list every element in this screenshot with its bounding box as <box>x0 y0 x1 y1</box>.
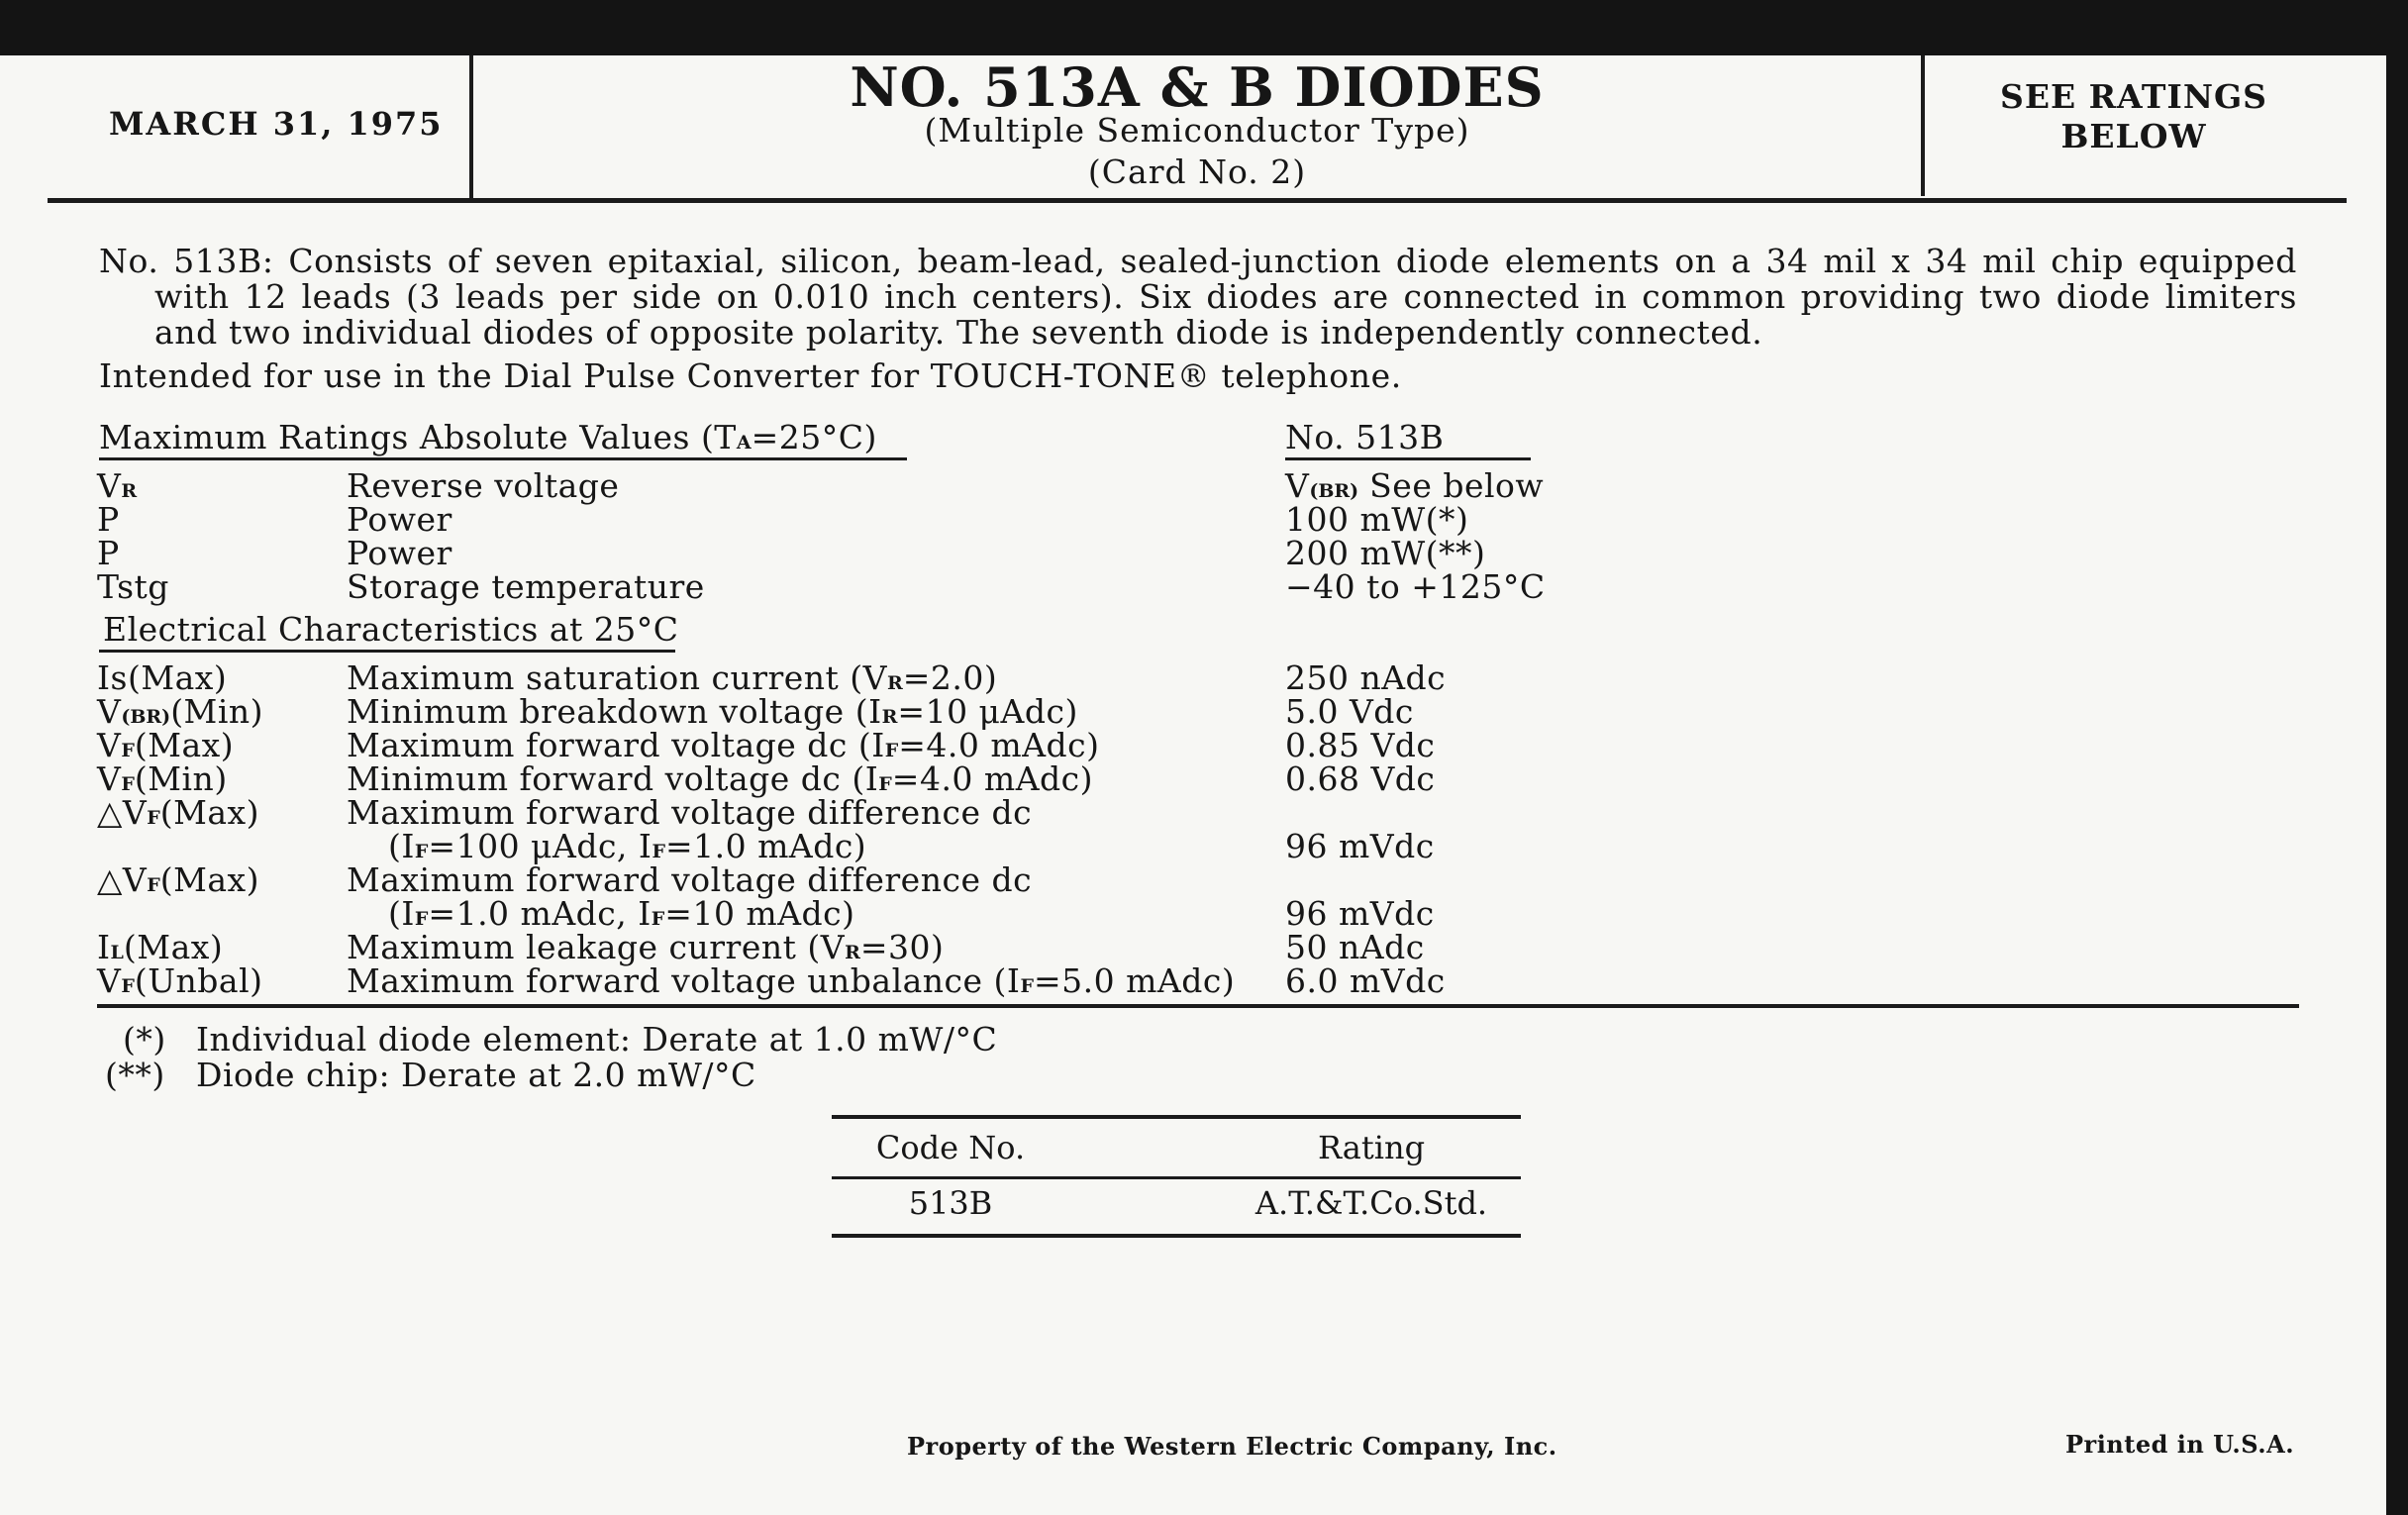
description-text: No. 513B: Consists of seven epitaxial, silicon, beam-lead, sealed-junction diode elements on a 34 mil x 34 mil chip equipped with 12 leads (3 leads per side on 0.010 inch centers). Six diodes are connected in common providing two diode limiters and two individual diodes of opposite polarity. The seventh diode is independently connected. <box>99 242 2297 352</box>
page-subtitle: (Multiple Semiconductor Type) <box>924 111 1470 150</box>
rating-symbol: Tstg <box>97 567 169 606</box>
electrical-value: 50 nAdc <box>1285 928 1425 966</box>
header-divider-right <box>1921 55 1925 196</box>
intended-use-text: Intended for use in the Dial Pulse Converter for TOUCH-TONE® telephone. <box>99 356 1402 395</box>
rating-value: 100 mW(*) <box>1285 500 1469 539</box>
rating-description: Power <box>347 500 452 539</box>
electrical-underline <box>99 650 675 653</box>
footnote-mark: (**) <box>105 1056 165 1094</box>
ratings-rule <box>97 1004 2299 1008</box>
code-table-top-rule <box>832 1115 1521 1119</box>
rating-symbol: P <box>97 534 120 572</box>
max-ratings-underline <box>99 457 907 460</box>
electrical-symbol: V(BR)(Min) <box>97 692 264 731</box>
electrical-value: 0.85 Vdc <box>1285 726 1436 764</box>
max-ratings-heading-text: Maximum Ratings Absolute Values (T <box>99 418 737 456</box>
max-ratings-heading-post: =25°C) <box>751 418 877 456</box>
electrical-value: 6.0 mVdc <box>1285 961 1446 1000</box>
electrical-description: Maximum forward voltage difference dc <box>347 860 1033 899</box>
electrical-heading: Electrical Characteristics at 25°C <box>103 610 679 649</box>
code-table-header-rating: Rating <box>1317 1129 1426 1166</box>
page-title: NO. 513A & B DIODES <box>850 55 1545 119</box>
electrical-symbol: IL(Max) <box>97 928 224 966</box>
max-ratings-heading-sub: A <box>736 432 752 454</box>
electrical-description: Maximum saturation current (VR=2.0) <box>347 658 998 697</box>
electrical-value: 250 nAdc <box>1285 658 1447 697</box>
electrical-description: Minimum breakdown voltage (IR=10 μAdc) <box>347 692 1078 731</box>
rating-symbol: P <box>97 500 120 539</box>
code-table-cell-code: 513B <box>908 1184 993 1222</box>
code-table-bottom-rule <box>832 1234 1521 1238</box>
footer-property: Property of the Western Electric Company, Inc. <box>907 1432 1557 1461</box>
card-number: (Card No. 2) <box>1087 152 1307 191</box>
footer-printed: Printed in U.S.A. <box>2065 1430 2295 1459</box>
code-table-cell-rating: A.T.&T.Co.Std. <box>1254 1184 1488 1222</box>
electrical-description: Maximum leakage current (VR=30) <box>347 928 945 966</box>
rating-description: Reverse voltage <box>347 466 620 505</box>
electrical-value: 0.68 Vdc <box>1285 759 1436 798</box>
electrical-symbol: Is(Max) <box>97 658 228 697</box>
electrical-symbol: VF(Unbal) <box>97 961 263 1000</box>
column-heading-underline <box>1285 457 1531 460</box>
footnote-mark: (*) <box>123 1020 166 1059</box>
rating-value: −40 to +125°C <box>1285 567 1546 606</box>
description-block <box>99 244 2297 394</box>
electrical-symbol: △VF(Max) <box>97 793 260 832</box>
electrical-description-cont: (IF=100 μAdc, IF=1.0 mAdc) <box>388 827 867 865</box>
ratings-notice-line2: BELOW <box>2060 117 2207 155</box>
rating-description: Power <box>347 534 452 572</box>
header-rule <box>48 198 2347 203</box>
electrical-description: Maximum forward voltage dc (IF=4.0 mAdc) <box>347 726 1100 764</box>
column-heading-513b: No. 513B <box>1285 418 1445 456</box>
rating-value: 200 mW(**) <box>1285 534 1486 572</box>
electrical-description: Maximum forward voltage unbalance (IF=5.0 mAdc) <box>347 961 1236 1000</box>
electrical-value: 96 mVdc <box>1285 827 1435 865</box>
electrical-symbol: VF(Max) <box>97 726 235 764</box>
rating-symbol: VR <box>97 466 138 505</box>
footnote-text: Individual diode element: Derate at 1.0 mW/°C <box>196 1020 998 1059</box>
rating-description: Storage temperature <box>347 567 705 606</box>
electrical-symbol: △VF(Max) <box>97 860 260 899</box>
max-ratings-heading <box>99 418 877 456</box>
electrical-description-cont: (IF=1.0 mAdc, IF=10 mAdc) <box>388 894 855 933</box>
rating-value: V(BR) See below <box>1285 466 1545 505</box>
catalog-card <box>0 55 2386 1515</box>
electrical-symbol: VF(Min) <box>97 759 228 798</box>
electrical-value: 5.0 Vdc <box>1285 692 1414 731</box>
card-date: MARCH 31, 1975 <box>109 105 444 143</box>
code-table-header-code: Code No. <box>875 1129 1026 1166</box>
electrical-description: Minimum forward voltage dc (IF=4.0 mAdc) <box>347 759 1094 798</box>
code-table-mid-rule <box>832 1176 1521 1179</box>
ratings-notice-line1: SEE RATINGS <box>1999 77 2268 116</box>
electrical-value: 96 mVdc <box>1285 894 1435 933</box>
electrical-description: Maximum forward voltage difference dc <box>347 793 1033 832</box>
ratings-notice <box>1931 77 2337 156</box>
footnote-text: Diode chip: Derate at 2.0 mW/°C <box>196 1056 756 1094</box>
